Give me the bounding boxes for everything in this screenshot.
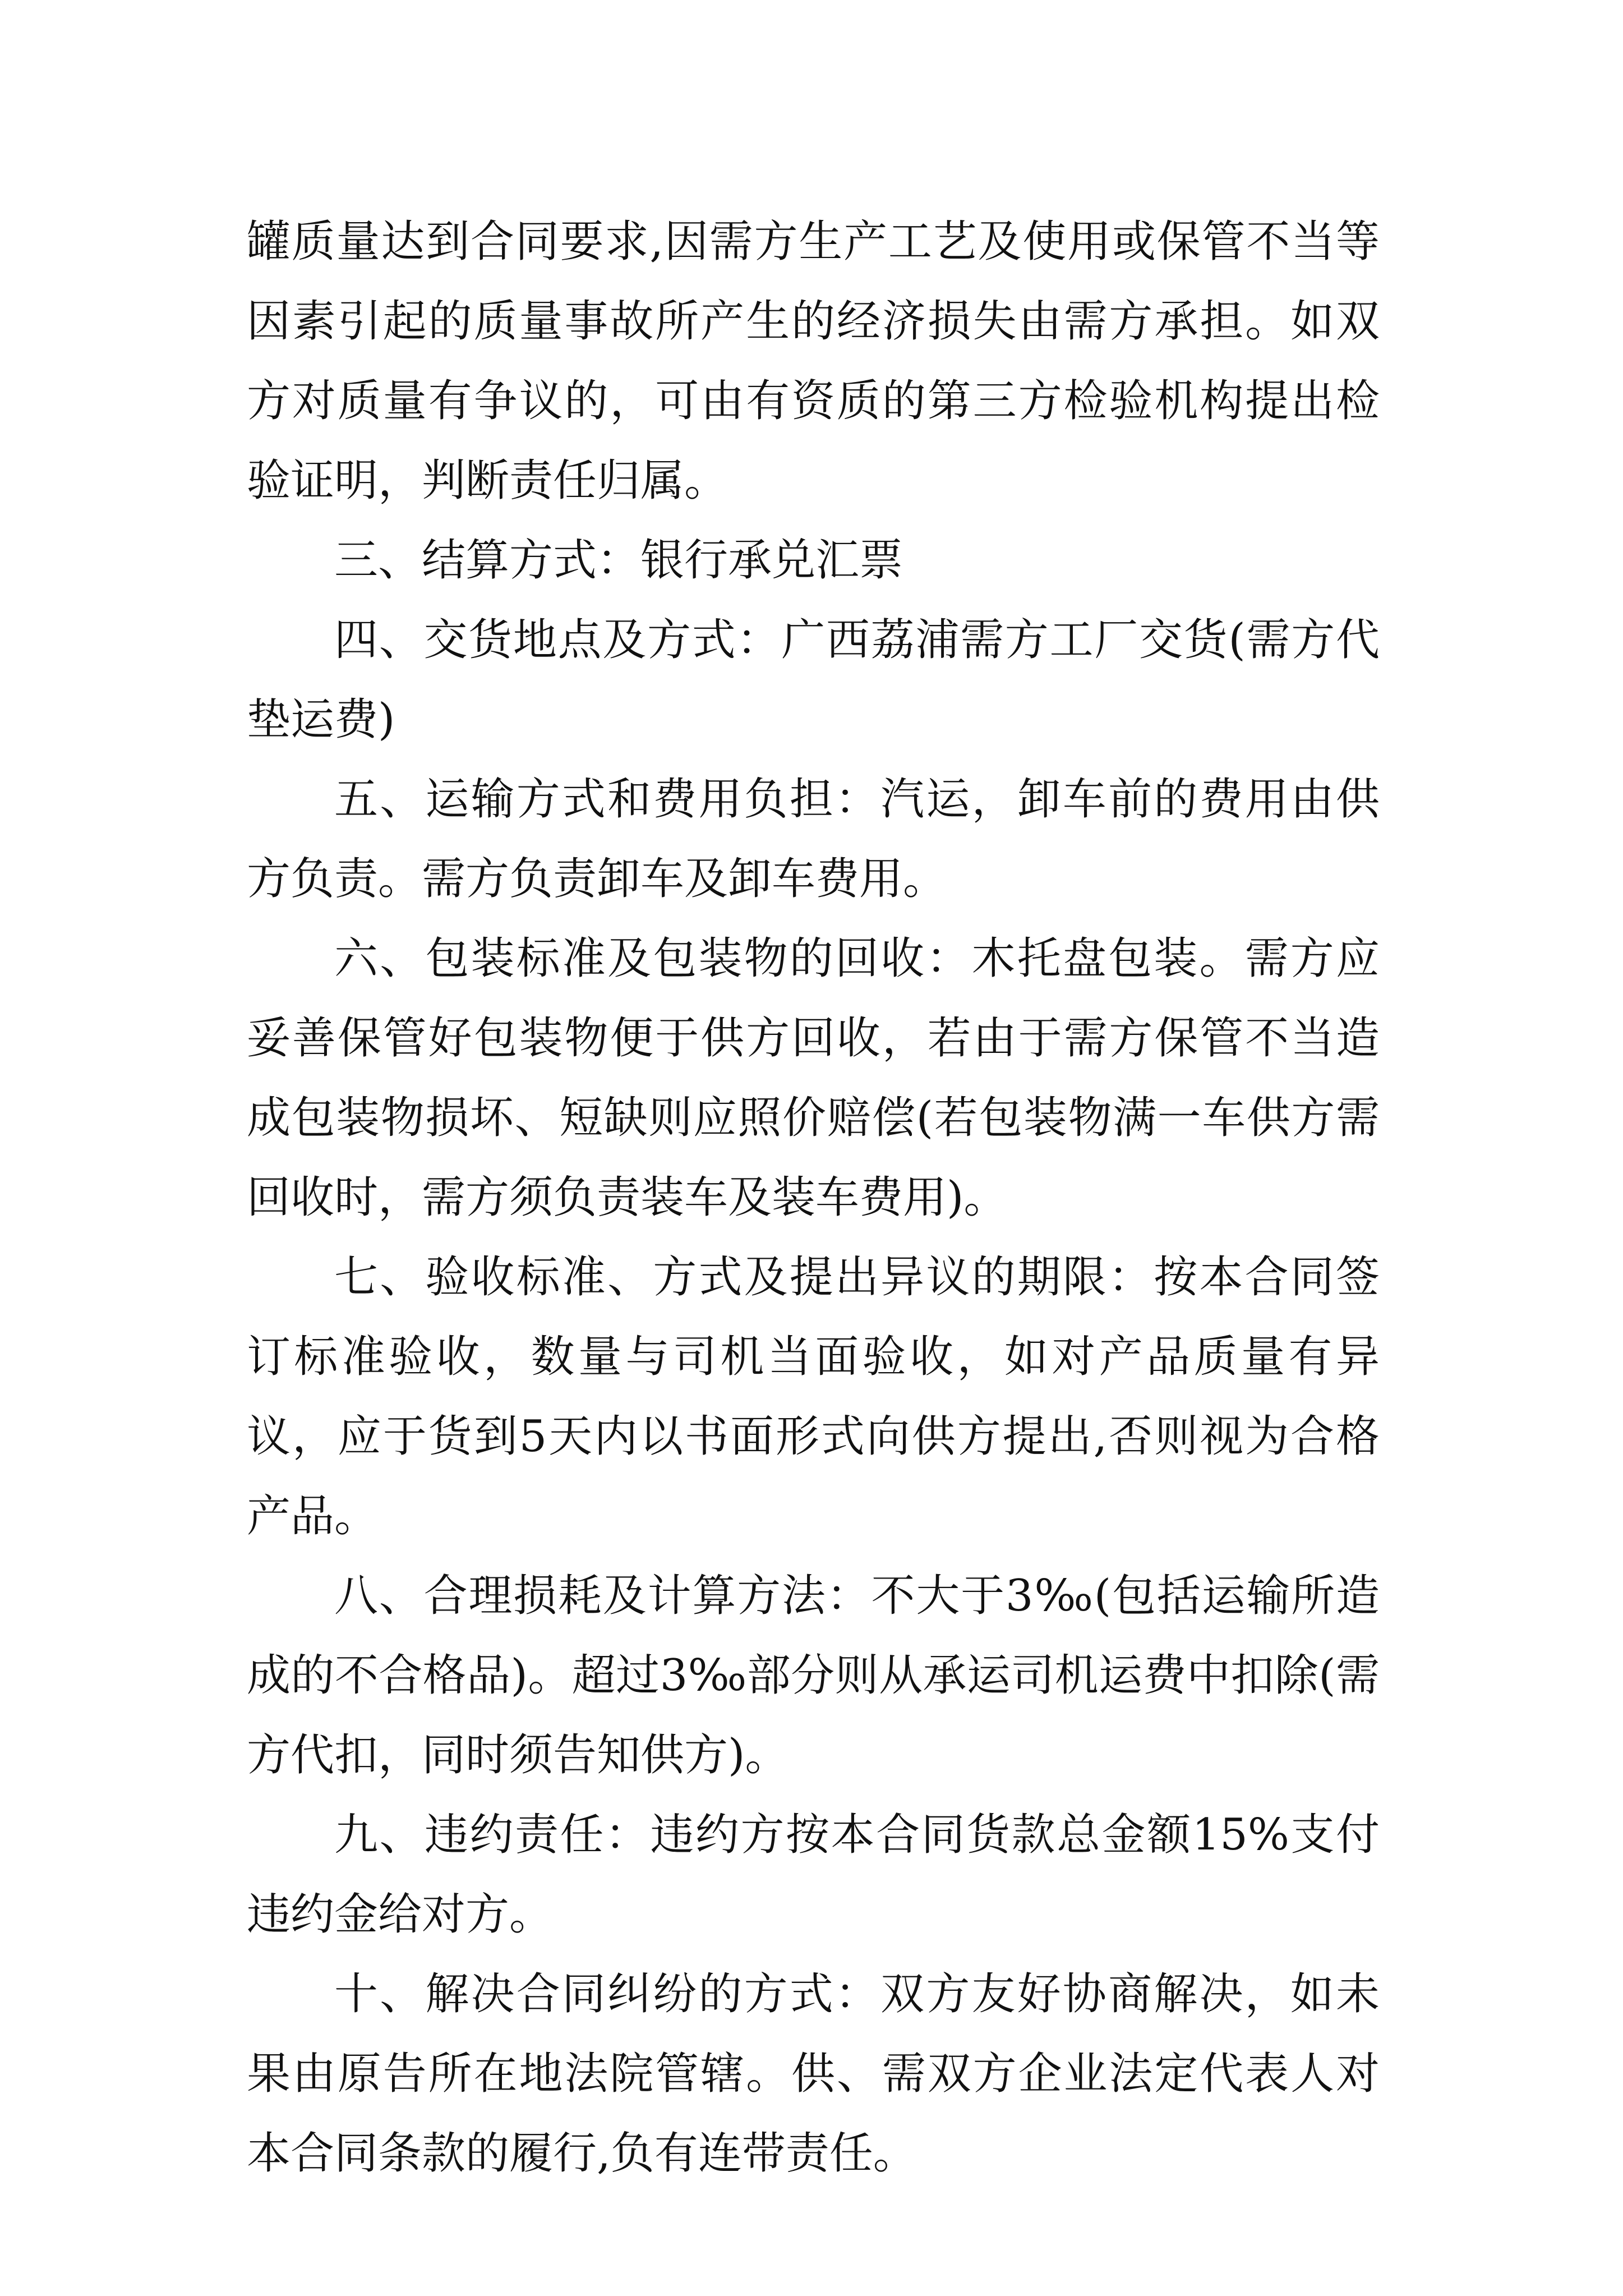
paragraph-quality-continued: 罐质量达到合同要求,因需方生产工艺及使用或保管不当等因素引起的质量事故所产生的经济损失由需方承担。如双方对质量有争议的，可由有资质的第三方检验机构提出检验证明，判断责任归属。 <box>247 217 1380 506</box>
paragraph-settlement-method: 三、结算方式：银行承兑汇票 <box>334 535 903 586</box>
document-body <box>247 202 1380 2193</box>
paragraph-delivery-location: 四、交货地点及方式：广西荔浦需方工厂交货(需方代垫运费) <box>247 615 1380 745</box>
paragraph-loss-calculation: 八、合理损耗及计算方法：不大于3‰(包括运输所造成的不合格品)。超过3‰部分则从承运司机运费中扣除(需方代扣，同时须告知供方)。 <box>247 1571 1380 1780</box>
paragraph-dispute-resolution: 十、解决合同纠纷的方式：双方友好协商解决，如未果由原告所在地法院管辖。供、需双方企业法定代表人对本合同条款的履行,负有连带责任。 <box>247 1969 1380 2179</box>
paragraph-transport-costs: 五、运输方式和费用负担：汽运，卸车前的费用由供方负责。需方负责卸车及卸车费用。 <box>247 774 1380 904</box>
paragraph-acceptance: 七、验收标准、方式及提出异议的期限：按本合同签订标准验收，数量与司机当面验收，如对产品质量有异议，应于货到5天内以书面形式向供方提出,否则视为合格产品。 <box>247 1252 1380 1542</box>
paragraph-breach-liability: 九、违约责任：违约方按本合同货款总金额15%支付违约金给对方。 <box>247 1810 1380 1940</box>
paragraph-packaging: 六、包装标准及包装物的回收：木托盘包装。需方应妥善保管好包装物便于供方回收，若由于需方保管不当造成包装物损坏、短缺则应照价赔偿(若包装物满一车供方需回收时，需方须负责装车及装车费用)。 <box>247 933 1380 1223</box>
